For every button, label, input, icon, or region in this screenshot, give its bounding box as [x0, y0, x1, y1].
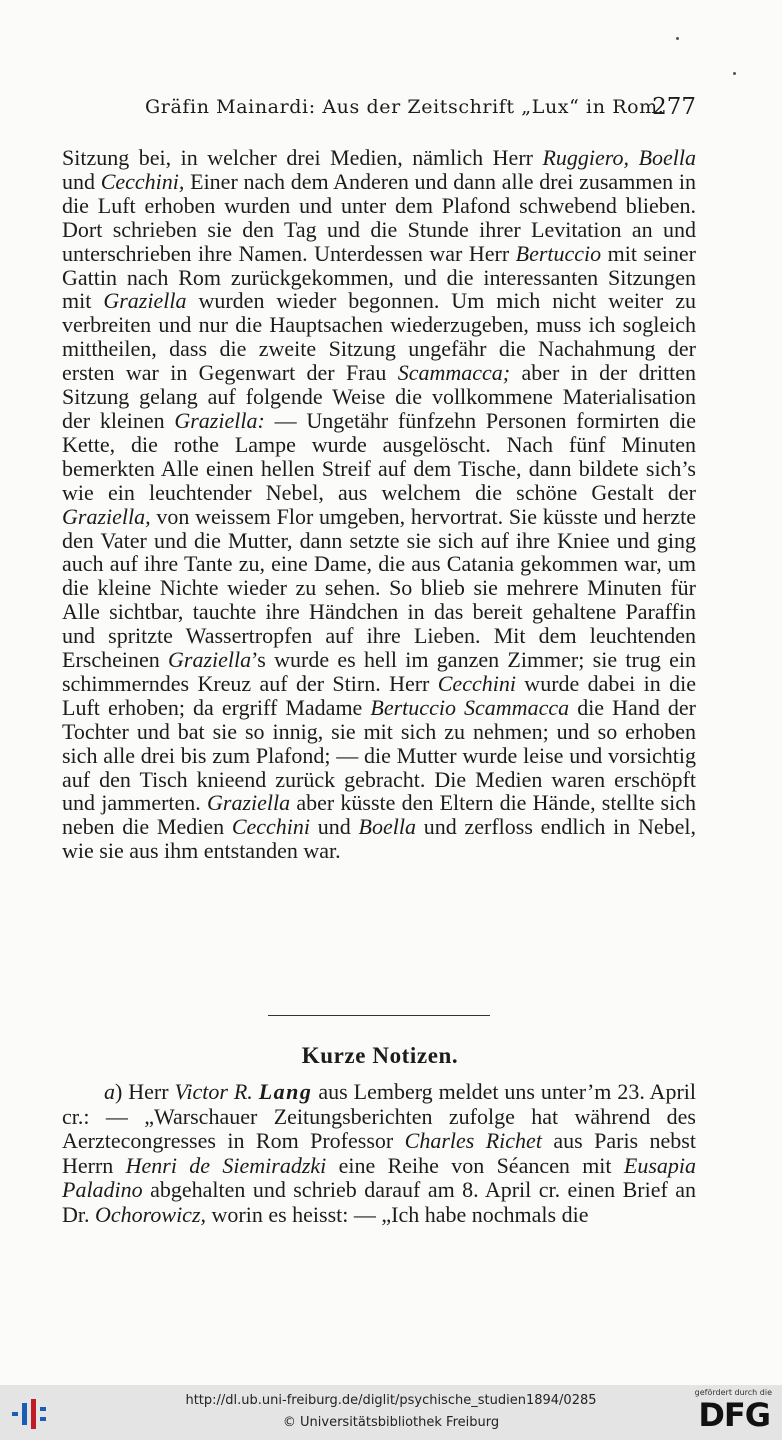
- person-name: Scammacca;: [397, 360, 511, 386]
- person-name: Bertuccio: [515, 240, 602, 266]
- text-run: aus Lemberg meldet uns unter’m 23. April cr.: — „Warschauer Zeitungsberichten zufolge hat während des Aerztecongresses in Rom Professor: [62, 1079, 696, 1153]
- text-run: aber küsste den Eltern die Hände, stellte sich neben die Medien: [62, 790, 696, 840]
- body-paragraph: [62, 146, 696, 863]
- person-name: Boella: [638, 145, 696, 170]
- permalink-url[interactable]: http://dl.ub.uni-freiburg.de/diglit/psychische_studien1894/0285: [185, 1393, 597, 1408]
- dfg-logo: DFG: [698, 1396, 770, 1434]
- scan-speck: [733, 72, 736, 75]
- text-run: Sitzung bei, in welcher drei Medien, nämlich Herr: [62, 145, 543, 170]
- text-run: ) Herr: [115, 1079, 175, 1104]
- text-run: wurde dabei in die Luft erhoben; da ergriff Madame: [62, 670, 696, 720]
- person-name: Graziella: [168, 647, 252, 673]
- person-name: Eusapia Paladino: [62, 1152, 696, 1202]
- section-divider: [268, 1015, 490, 1016]
- running-head-title: Gräfin Mainardi: Aus der Zeitschrift „Lux“ in Rom.: [145, 96, 665, 118]
- text-run: wurden wieder begonnen. Um mich nicht weiter zu verbreiten und nur die Hauptsachen wiederzugeben, muss ich sogleich mittheilen, dass die zweite Sitzung ungefähr die Nachahmung der ersten war in Gegenwart der Frau: [62, 288, 697, 386]
- note-label: a: [104, 1079, 115, 1104]
- body-text: [62, 146, 696, 863]
- text-run: die Hand der Tochter und bat sie so innig, sie mit sich zu nehmen; und so erhoben sich alle drei bis zum Plafond; — die Mutter wurde leise und vorsichtig auf den Tisch knieend zurück gebracht. Die Medien waren erschöpft und jammerten.: [62, 694, 697, 816]
- text-run: mit seiner Gattin nach Rom zurückgekommen, und die interessanten Sitzungen mit: [62, 240, 696, 314]
- text-run: eine Reihe von Séancen mit: [326, 1152, 624, 1178]
- text-run: Einer nach dem Anderen und dann alle drei zusammen in die Luft erhoben wurden und unter dem Plafond schwebend blieben. Dort schrieben sie den Tag und die Stunde ihrer Levitation an und unterschrieben ihre Namen. Unterdessen war Herr: [62, 168, 697, 266]
- text-run: und zerfloss endlich in Nebel, wie sie aus ihm entstanden war.: [62, 814, 697, 864]
- viewer-footer: [0, 1385, 782, 1440]
- person-name: Cecchini,: [100, 168, 185, 194]
- person-name: Ochorowicz,: [95, 1201, 207, 1227]
- text-run: und: [310, 814, 359, 840]
- copyright-notice: © Universitätsbibliothek Freiburg: [282, 1415, 500, 1430]
- text-run: von weissem Flor umgeben, hervortrat. Sie küsste und herzte den Vater und die Mutter, dann setzte sie sich auf ihre Kniee und ging auch auf ihre Tante zu, eine Dame, die aus Catania gekommen war, um die kleine Nichte wieder zu sehen. So blieb sie mehrere Minuten für Alle sichtbar, tauchte ihre Händchen in das bereit gehaltene Paraffin und spritzte Wassertropfen auf ihre Lieben. Mit dem leuchtenden Erscheinen: [62, 503, 696, 673]
- person-name-emphasis: Lang: [258, 1079, 313, 1104]
- running-head: [145, 94, 700, 124]
- person-name: Ruggiero,: [542, 145, 630, 170]
- person-name: Charles Richet: [404, 1128, 542, 1153]
- text-run: — Ungetähr fünfzehn Personen formirten die Kette, die rothe Lampe wurde ausgelöscht. Nach fünf Minuten bemerkten Alle einen hellen Streif auf dem Tische, dann bildete sich’s wie ein leuchtender Nebel, aus welchem die schöne Gestalt der: [62, 407, 696, 505]
- person-name: Graziella: [207, 790, 291, 816]
- text-run: ’s wurde es hell im ganzen Zimmer; sie trug ein schimmerndes Kreuz auf der Stirn. Herr: [62, 647, 697, 696]
- note-paragraph-a: [62, 1080, 696, 1227]
- text-run: worin es heisst: — „Ich habe nochmals die: [206, 1201, 589, 1227]
- person-name: Cecchini: [231, 814, 311, 840]
- person-name: Boella: [358, 814, 416, 840]
- notes-text: [62, 1080, 696, 1227]
- text-run: aber in der dritten Sitzung gelang auf folgende Weise die vollkommene Materialisation der kleinen: [62, 360, 696, 433]
- dfg-caption: gefördert durch die: [694, 1388, 772, 1397]
- text-run: abgehalten und schrieb darauf am 8. April cr. einen Brief an Dr.: [62, 1177, 696, 1227]
- person-name: Victor R.: [174, 1079, 253, 1104]
- page-number: 277: [652, 94, 696, 120]
- person-name: Cecchini: [437, 670, 516, 696]
- person-name: Graziella:: [174, 407, 265, 433]
- person-name: Graziella: [103, 288, 187, 314]
- person-name: Henri de Siemiradzki: [125, 1152, 327, 1178]
- scan-speck: [676, 37, 679, 40]
- text-run: aus Paris nebst Herrn: [62, 1128, 696, 1178]
- section-heading: Kurze Notizen.: [301, 1043, 459, 1068]
- text-run: und: [62, 168, 101, 194]
- person-name: Graziella,: [62, 503, 151, 529]
- person-name: Bertuccio Scammacca: [370, 694, 570, 720]
